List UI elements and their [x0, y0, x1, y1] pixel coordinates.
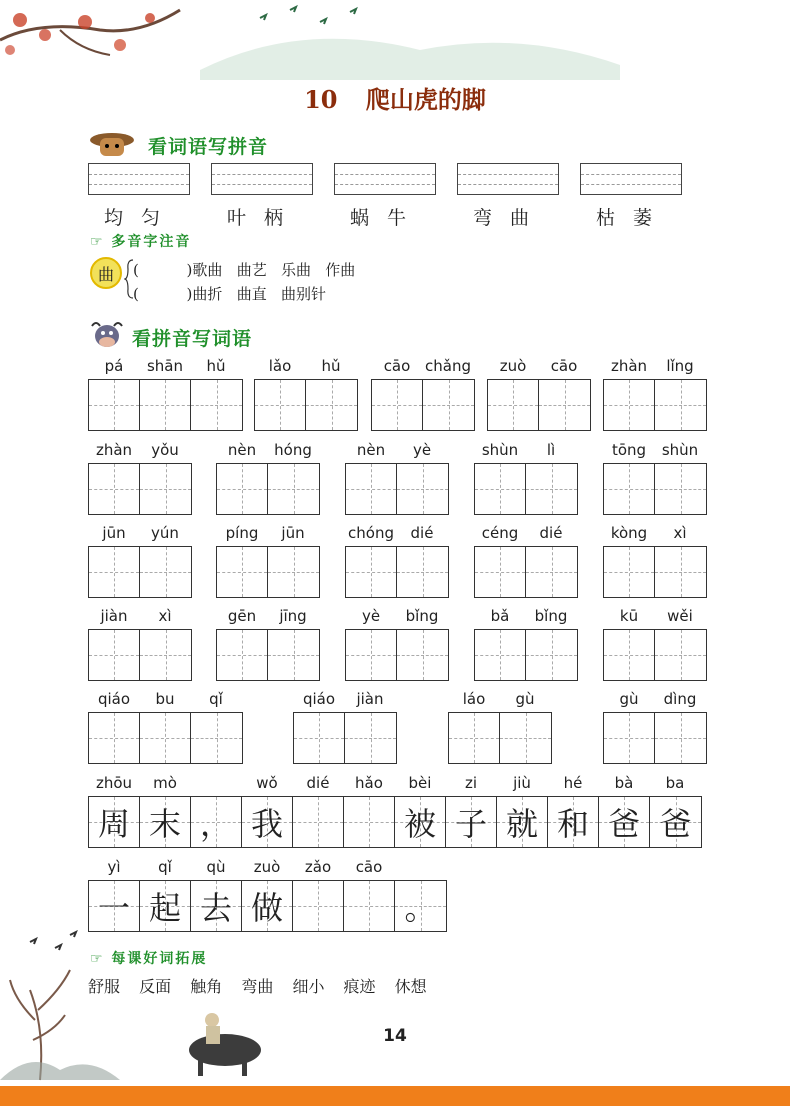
pinyin-label: zǎo: [304, 858, 332, 876]
section-heading-write-pinyin: 看词语写拼音: [148, 136, 269, 158]
writing-cell[interactable]: [475, 547, 526, 597]
pinyin-label: cāo: [383, 357, 411, 375]
pinyin-label: gēn: [227, 607, 257, 625]
pinyin-label: jiàn: [356, 690, 384, 708]
pinyin-label: jīng: [279, 607, 307, 625]
writing-cell[interactable]: [604, 713, 655, 763]
pinyin-label: pá: [104, 357, 124, 375]
polyphone-char: 曲: [97, 264, 114, 284]
pinyin-label: gù: [515, 690, 535, 708]
pinyin-label: yì: [107, 858, 121, 876]
sentence-cell: [242, 881, 293, 931]
pinyin-writing-line[interactable]: [457, 163, 559, 195]
writing-grid: [474, 463, 578, 515]
writing-grid: [487, 379, 591, 431]
writing-cell[interactable]: [539, 380, 590, 430]
writing-cell[interactable]: [526, 630, 577, 680]
writing-cell[interactable]: [449, 713, 500, 763]
pinyin-label: bǎ: [490, 607, 510, 625]
pinyin-label: qù: [206, 858, 226, 876]
sentence-cell: [548, 797, 599, 847]
sentence-char: 和: [556, 805, 589, 843]
pinyin-label: zuò: [253, 858, 281, 876]
pinyin-label: qiáo: [302, 690, 336, 708]
sentence-char: 一: [97, 889, 130, 927]
sentence-char: 被: [403, 805, 436, 843]
writing-cell[interactable]: [346, 464, 397, 514]
vocab-word: 蜗牛: [350, 207, 425, 229]
page-title: [0, 80, 790, 115]
writing-grid: [88, 629, 192, 681]
writing-cell[interactable]: [655, 380, 706, 430]
pinyin-label: jūn: [102, 524, 126, 542]
pinyin-label: xì: [673, 524, 687, 542]
sentence-cell[interactable]: [344, 797, 395, 847]
writing-cell[interactable]: [604, 380, 655, 430]
pinyin-label: nèn: [227, 441, 257, 459]
writing-cell[interactable]: [89, 547, 140, 597]
pinyin-label: gù: [619, 690, 639, 708]
sentence-cell: [140, 797, 191, 847]
pinyin-label: dié: [306, 774, 330, 792]
writing-cell[interactable]: [346, 547, 397, 597]
writing-cell[interactable]: [488, 380, 539, 430]
polyphone-char-badge: [90, 257, 122, 289]
pinyin-label: wǒ: [256, 774, 278, 792]
sentence-char: 我: [250, 805, 283, 843]
pinyin-label: jiù: [513, 774, 531, 792]
extension-word: 弯曲: [241, 977, 274, 996]
pinyin-label: qǐ: [209, 690, 223, 708]
writing-cell[interactable]: [655, 713, 706, 763]
extension-word: 舒服: [88, 977, 121, 996]
sentence-char: 子: [454, 805, 487, 843]
pinyin-label: jiàn: [100, 607, 128, 625]
vocab-word: 弯曲: [473, 207, 548, 229]
writing-grid: [603, 379, 707, 431]
writing-cell[interactable]: [217, 464, 268, 514]
sentence-cell: [191, 881, 242, 931]
writing-grid: [345, 463, 449, 515]
pinyin-label: cāo: [550, 357, 578, 375]
pinyin-writing-line[interactable]: [88, 163, 190, 195]
pinyin-label: ba: [665, 774, 685, 792]
writing-cell[interactable]: [475, 630, 526, 680]
writing-cell[interactable]: [217, 630, 268, 680]
extension-word: 反面: [139, 977, 172, 996]
writing-grid: [371, 379, 475, 431]
sentence-cell: [395, 797, 446, 847]
writing-cell[interactable]: [89, 464, 140, 514]
pinyin-label: kū: [619, 607, 639, 625]
extension-word-list: [88, 974, 441, 997]
writing-cell[interactable]: [397, 630, 448, 680]
section-heading-write-words: 看拼音写词语: [132, 328, 253, 350]
writing-cell[interactable]: [423, 380, 474, 430]
polyphone-heading: ☞ 多音字注音: [90, 234, 192, 250]
writing-cell[interactable]: [526, 547, 577, 597]
sentence-cell: [395, 881, 446, 931]
pinyin-label: qǐ: [158, 858, 172, 876]
writing-grid: [293, 712, 397, 764]
writing-cell[interactable]: [372, 380, 423, 430]
pinyin-writing-line[interactable]: [334, 163, 436, 195]
sentence-cell[interactable]: [344, 881, 395, 931]
writing-cell[interactable]: [268, 630, 319, 680]
extension-word: 休想: [394, 977, 427, 996]
pinyin-label: hé: [563, 774, 583, 792]
pinyin-label: shùn: [481, 441, 519, 459]
sentence-cell: [650, 797, 701, 847]
pinyin-label: chǎng: [425, 357, 471, 375]
pinyin-label: lǐng: [666, 357, 694, 375]
pinyin-label: zhàn: [95, 441, 133, 459]
vocab-word: 均匀: [104, 207, 179, 229]
sentence-char: 。: [404, 889, 437, 927]
writing-grid: [88, 463, 192, 515]
writing-cell[interactable]: [140, 464, 191, 514]
writing-grid: [603, 629, 707, 681]
pinyin-label: hóng: [274, 441, 312, 459]
cartoon-ox-icon: [88, 318, 126, 354]
writing-cell[interactable]: [268, 547, 319, 597]
writing-cell[interactable]: [346, 630, 397, 680]
sentence-grid: [88, 796, 702, 848]
writing-grid: [216, 463, 320, 515]
writing-grid: [603, 712, 707, 764]
sentence-cell: [446, 797, 497, 847]
sentence-char: 爸: [659, 805, 692, 843]
writing-cell[interactable]: [140, 380, 191, 430]
writing-grid: [88, 546, 192, 598]
pinyin-label: dié: [410, 524, 434, 542]
pinyin-label: céng: [481, 524, 519, 542]
pinyin-label: zi: [464, 774, 478, 792]
sentence-char: 做: [250, 889, 283, 927]
writing-cell[interactable]: [140, 547, 191, 597]
pinyin-label: lì: [546, 441, 556, 459]
sentence-cell: [89, 881, 140, 931]
pinyin-label: zhōu: [95, 774, 133, 792]
page-number: 14: [383, 1026, 407, 1046]
writing-cell[interactable]: [89, 713, 140, 763]
pinyin-label: shān: [146, 357, 184, 375]
pinyin-label: xì: [158, 607, 172, 625]
writing-grid: [474, 546, 578, 598]
top-decoration: [0, 0, 790, 80]
pinyin-label: yún: [151, 524, 179, 542]
sentence-cell: [191, 797, 242, 847]
writing-cell[interactable]: [140, 713, 191, 763]
pinyin-label: chóng: [348, 524, 394, 542]
writing-cell[interactable]: [604, 630, 655, 680]
writing-grid: [216, 629, 320, 681]
pinyin-label: bu: [155, 690, 175, 708]
writing-cell[interactable]: [191, 380, 242, 430]
writing-cell[interactable]: [604, 464, 655, 514]
writing-cell[interactable]: [500, 713, 551, 763]
extension-word: 细小: [292, 977, 325, 996]
writing-grid: [474, 629, 578, 681]
sentence-cell: [599, 797, 650, 847]
pinyin-label: yè: [361, 607, 381, 625]
polyphone-line[interactable]: ( )歌曲 曲艺 乐曲 作曲: [133, 261, 356, 279]
extension-heading: ☞ 每课好词拓展: [90, 951, 208, 967]
lesson-title: 爬山虎的脚: [365, 85, 486, 114]
pinyin-label: zhàn: [610, 357, 648, 375]
writing-cell[interactable]: [526, 464, 577, 514]
writing-cell[interactable]: [306, 380, 357, 430]
pinyin-label: láo: [462, 690, 486, 708]
pinyin-label: dié: [539, 524, 563, 542]
sentence-cell: [242, 797, 293, 847]
sentence-grid: [88, 880, 447, 932]
writing-grid: [254, 379, 358, 431]
pinyin-label: jūn: [281, 524, 305, 542]
pinyin-label: dìng: [663, 690, 697, 708]
writing-cell[interactable]: [397, 547, 448, 597]
vocab-word: 枯萎: [596, 207, 671, 229]
sentence-char: ，: [199, 805, 232, 843]
pinyin-label: hǔ: [321, 357, 341, 375]
writing-cell[interactable]: [89, 630, 140, 680]
writing-cell[interactable]: [475, 464, 526, 514]
extension-word: 痕迹: [343, 977, 376, 996]
writing-cell[interactable]: [294, 713, 345, 763]
pinyin-label: bǐng: [405, 607, 439, 625]
pinyin-writing-line[interactable]: [211, 163, 313, 195]
sentence-char: 末: [148, 805, 181, 843]
pinyin-label: lǎo: [268, 357, 292, 375]
pinyin-label: kòng: [610, 524, 648, 542]
writing-grid: [603, 463, 707, 515]
writing-grid: [216, 546, 320, 598]
writing-grid: [345, 546, 449, 598]
pinyin-label: zuò: [499, 357, 527, 375]
writing-grid: [88, 712, 243, 764]
sentence-cell[interactable]: [293, 797, 344, 847]
pinyin-label: yè: [412, 441, 432, 459]
pinyin-label: wěi: [667, 607, 693, 625]
pinyin-label: shùn: [661, 441, 699, 459]
pinyin-label: yǒu: [151, 441, 179, 459]
polyphone-line[interactable]: ( )曲折 曲直 曲别针: [133, 285, 326, 303]
writing-grid: [88, 379, 243, 431]
pinyin-label: mò: [153, 774, 177, 792]
sentence-cell: [140, 881, 191, 931]
sentence-char: 就: [505, 805, 538, 843]
writing-cell[interactable]: [604, 547, 655, 597]
pinyin-label: bà: [614, 774, 634, 792]
writing-cell[interactable]: [89, 380, 140, 430]
vocab-word: 叶柄: [227, 207, 302, 229]
writing-cell[interactable]: [268, 464, 319, 514]
pinyin-label: qiáo: [97, 690, 131, 708]
sentence-cell: [89, 797, 140, 847]
extension-word: 触角: [190, 977, 223, 996]
writing-cell[interactable]: [140, 630, 191, 680]
writing-cell[interactable]: [397, 464, 448, 514]
sentence-cell: [497, 797, 548, 847]
writing-cell[interactable]: [655, 630, 706, 680]
sentence-char: 爸: [607, 805, 640, 843]
sentence-char: 起: [148, 889, 181, 927]
pinyin-label: bǐng: [534, 607, 568, 625]
writing-cell[interactable]: [655, 547, 706, 597]
pinyin-label: nèn: [356, 441, 386, 459]
pinyin-label: hǎo: [355, 774, 383, 792]
writing-grid: [345, 629, 449, 681]
cartoon-ox-icon: [88, 126, 136, 160]
pinyin-label: hǔ: [206, 357, 226, 375]
pinyin-label: píng: [225, 524, 259, 542]
writing-cell[interactable]: [655, 464, 706, 514]
sentence-char: 去: [199, 889, 232, 927]
writing-cell[interactable]: [191, 713, 242, 763]
writing-cell[interactable]: [217, 547, 268, 597]
writing-grid: [603, 546, 707, 598]
pinyin-label: cāo: [355, 858, 383, 876]
writing-cell[interactable]: [345, 713, 396, 763]
footer-bar: [0, 1086, 790, 1106]
writing-grid: [448, 712, 552, 764]
lesson-number: 10: [304, 85, 338, 114]
sentence-char: 周: [97, 805, 130, 843]
sentence-cell[interactable]: [293, 881, 344, 931]
writing-cell[interactable]: [255, 380, 306, 430]
pinyin-label: tōng: [611, 441, 647, 459]
pinyin-writing-line[interactable]: [580, 163, 682, 195]
pinyin-label: bèi: [408, 774, 432, 792]
